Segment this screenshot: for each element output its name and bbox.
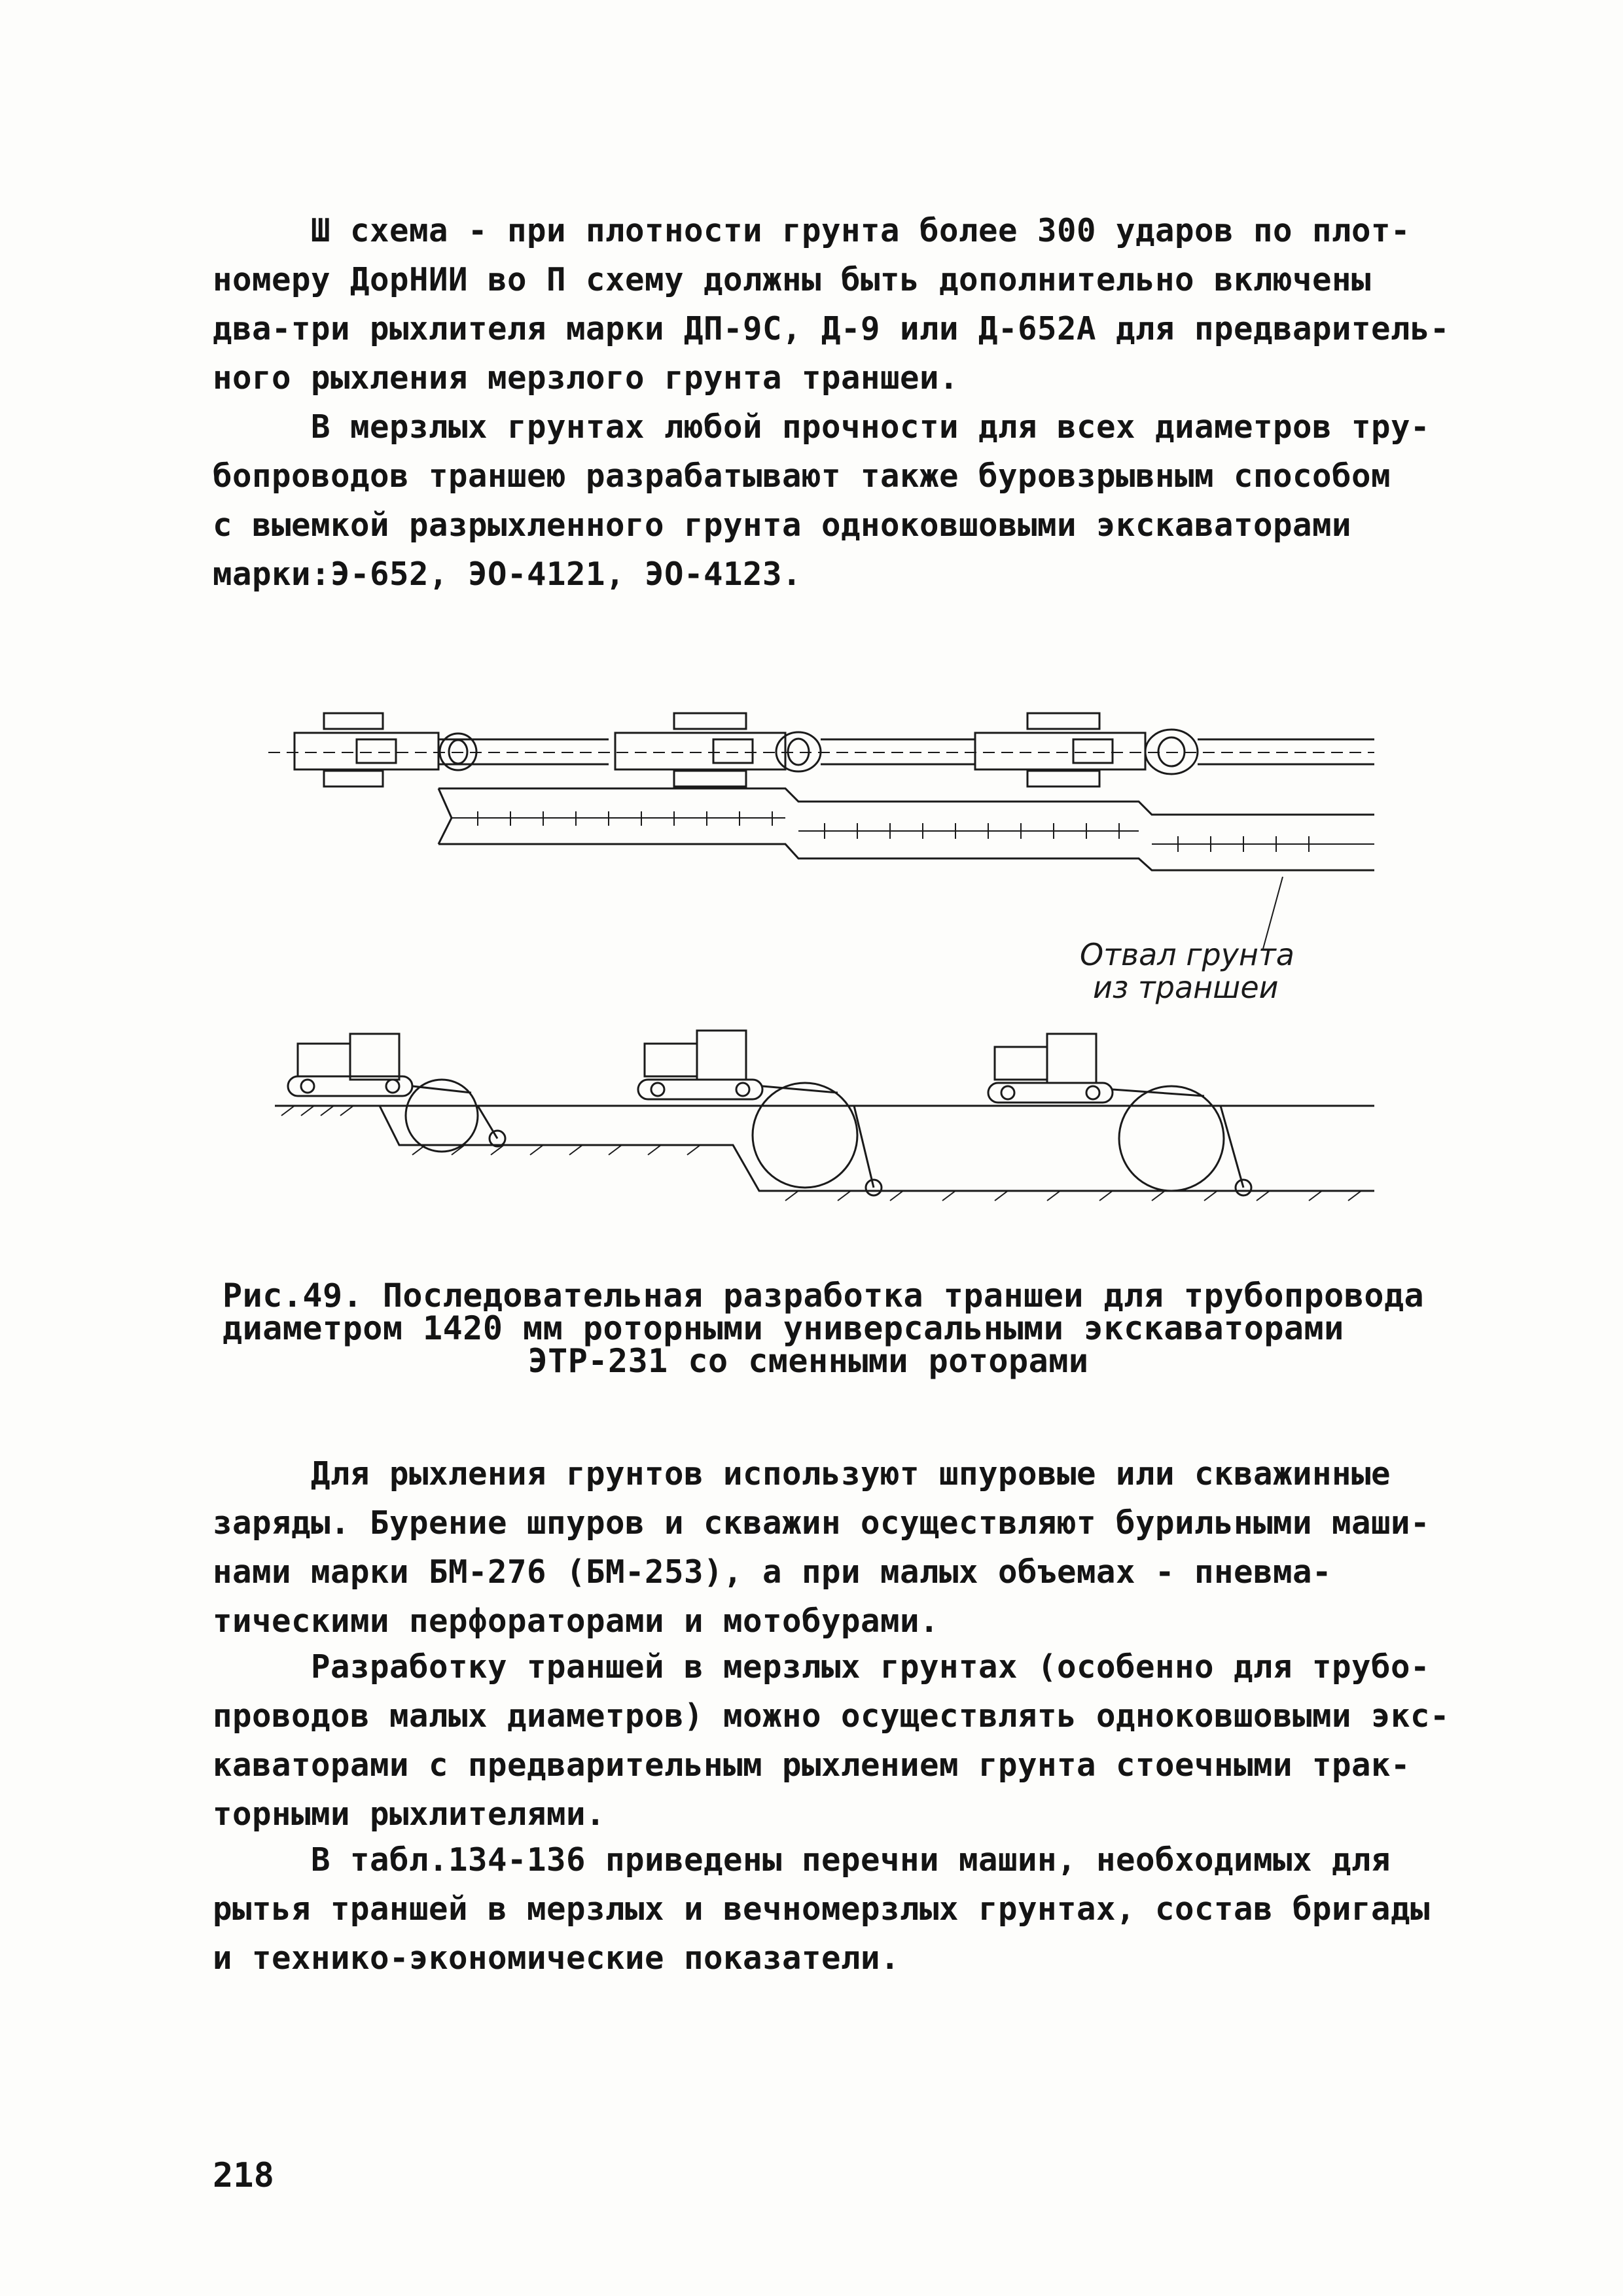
- figure-trench-excavation: [262, 687, 1387, 1224]
- paragraph-blasting: [213, 1449, 1431, 1646]
- text-line: В табл.134-136 приведены перечни машин, необходимых для: [311, 1841, 1391, 1879]
- figure-caption: [223, 1277, 1433, 1380]
- text-line: бопроводов траншею разрабатывают также буровзрывным способом: [213, 457, 1391, 495]
- paragraph-tables-reference: [213, 1835, 1431, 1983]
- text-line: нами марки БМ-276 (БМ-253), а при малых объемах - пневма-: [213, 1553, 1332, 1591]
- excavator-plan-3: [975, 713, 1374, 786]
- caption-line: диаметром 1420 мм роторными универсальными экскаваторами: [223, 1309, 1344, 1347]
- paragraph-frozen-soils: [213, 402, 1431, 599]
- caption-line: ЭТР-231 со сменными роторами: [527, 1342, 1089, 1380]
- text-line: ного рыхления мерзлого грунта траншеи.: [213, 359, 959, 397]
- plan-view: [268, 713, 1374, 949]
- paragraph-small-diameter: [213, 1642, 1450, 1839]
- text-line: тическими перфораторами и мотобурами.: [213, 1602, 940, 1640]
- text-line: Ш схема - при плотности грунта более 300 ударов по плот-: [311, 212, 1411, 249]
- text-line: каваторами с предварительным рыхлением грунта стоечными трак-: [213, 1746, 1411, 1784]
- text-line: заряды. Бурение шпуров и скважин осуществляют бурильными маши-: [213, 1504, 1431, 1542]
- text-line: с выемкой разрыхленного грунта одноковшовыми экскаваторами: [213, 506, 1352, 544]
- legend-spoil-line1: Отвал грунта: [1080, 937, 1294, 972]
- legend-spoil-line2: из траншеи: [1093, 970, 1279, 1005]
- excavator-plan-1: [294, 713, 609, 786]
- text-line: Разработку траншей в мерзлых грунтах (особенно для трубо-: [311, 1648, 1431, 1686]
- text-line: рытья траншей в мерзлых и вечномерзлых грунтах, состав бригады: [213, 1890, 1431, 1928]
- text-line: и технико-экономические показатели.: [213, 1939, 901, 1977]
- excavator-side-2: [638, 1031, 882, 1195]
- side-view: [275, 1031, 1374, 1201]
- paragraph-scheme-3: [213, 206, 1450, 402]
- excavator-side-3: [988, 1034, 1251, 1195]
- text-line: Для рыхления грунтов используют шпуровые или скважинные: [311, 1455, 1391, 1492]
- text-line: два-три рыхлителя марки ДП-9С, Д-9 или Д-652А для предваритель-: [213, 310, 1450, 347]
- text-line: марки:Э-652, ЭО-4121, ЭО-4123.: [213, 556, 802, 593]
- page-number: 218: [213, 2156, 274, 2195]
- text-line: В мерзлых грунтах любой прочности для всех диаметров тру-: [311, 408, 1431, 446]
- text-line: номеру ДорНИИ во П схему должны быть дополнительно включены: [213, 261, 1372, 298]
- caption-line: Рис.49. Последовательная разработка траншеи для трубопровода: [223, 1277, 1425, 1315]
- text-line: проводов малых диаметров) можно осуществлять одноковшовыми экс-: [213, 1697, 1450, 1735]
- excavator-side-1: [288, 1034, 505, 1152]
- excavator-plan-2: [615, 713, 975, 786]
- text-line: торными рыхлителями.: [213, 1795, 606, 1833]
